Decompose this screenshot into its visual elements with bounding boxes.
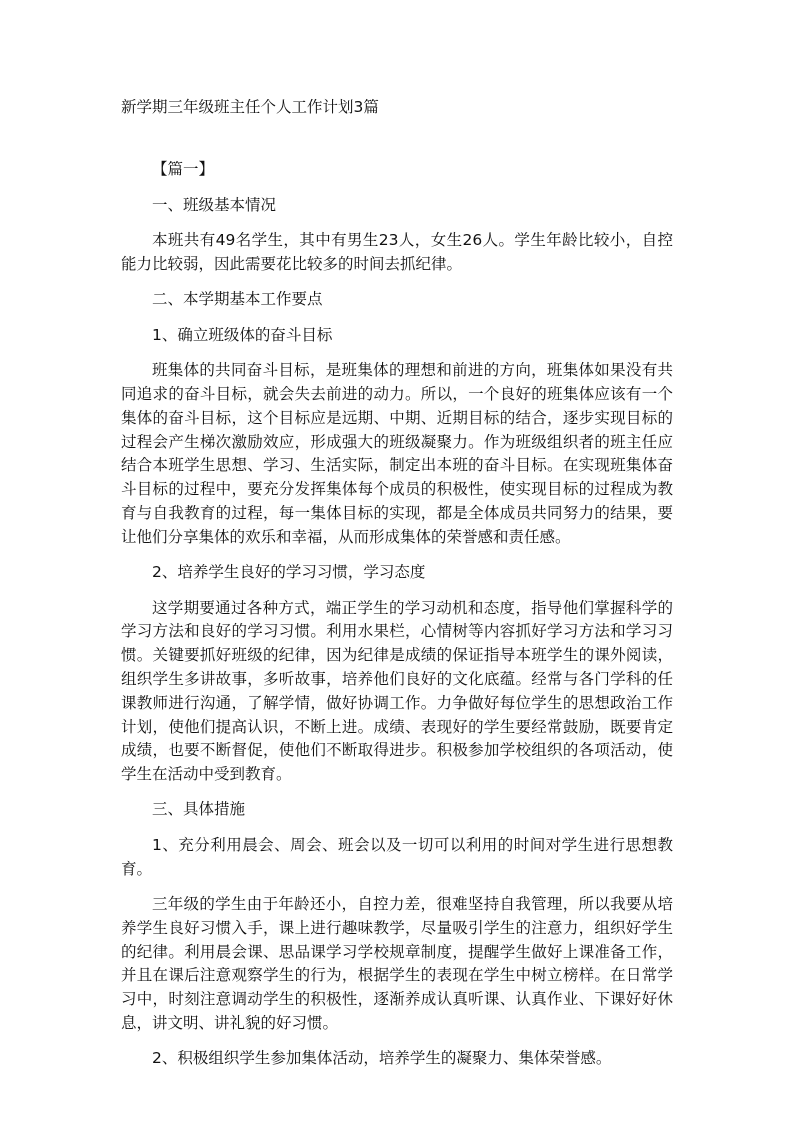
paragraph: 这学期要通过各种方式，端正学生的学习动机和态度，指导他们掌握科学的学习方法和良好的学习习惯。利用水果栏，心情树等内容抓好学习方法和学习习惯。关键要抓好班级的纪律，因为纪律是成绩的保证指导本班学生的课外阅读，组织学生多讲故事，多听故事，培养他们良好的文化底蕴。经常与各门学科的任课教师进行沟通，了解学情，做好协调工作。力争做好每位学生的思想政治工作计划，使他们提高认识，不断上进。成绩、表现好的学生要经常鼓励，既要肯定成绩，也要不断督促，使他们不断取得进步。积极参加学校组织的各项活动，使学生在活动中受到教育。 bbox=[121, 598, 673, 784]
subsection-heading: 1、确立班级体的奋斗目标 bbox=[152, 325, 333, 344]
section-heading: 一、班级基本情况 bbox=[152, 195, 277, 214]
paragraph: 三年级的学生由于年龄还小，自控力差，很难坚持自我管理，所以我要从培养学生良好习惯入手，课上进行趣味教学，尽量吸引学生的注意力，组织好学生的纪律。利用晨会课、思品课学习学校规章制度，提醒学生做好上课准备工作，并且在课后注意观察学生的行为，根据学生的表现在学生中树立榜样。在日常学习中，时刻注意调动学生的积极性，逐渐养成认真听课、认真作业、下课好好休息，讲文明、讲礼貌的好习惯。 bbox=[121, 895, 673, 1033]
paragraph: 班集体的共同奋斗目标，是班集体的理想和前进的方向，班集体如果没有共同追求的奋斗目标，就会失去前进的动力。所以，一个良好的班集体应该有一个集体的奋斗目标，这个目标应是远期、中期、近期目标的结合，逐步实现目标的过程会产生梯次激励效应，形成强大的班级凝聚力。作为班级组织者的班主任应结合本班学生思想、学习、生活实际，制定出本班的奋斗目标。在实现班集体奋斗目标的过程中，要充分发挥集体每个成员的积极性，使实现目标的过程成为教育与自我教育的过程，每一集体目标的实现，都是全体成员共同努力的结果，要让他们分享集体的欢乐和幸福，从而形成集体的荣誉感和责任感。 bbox=[121, 361, 673, 546]
subsection-heading: 2、培养学生良好的学习习惯，学习态度 bbox=[152, 563, 426, 582]
paragraph: 2、积极组织学生参加集体活动，培养学生的凝聚力、集体荣誉感。 bbox=[152, 1049, 612, 1068]
section-heading: 三、具体措施 bbox=[152, 800, 246, 819]
document-body bbox=[121, 158, 673, 1083]
section-heading: 二、本学期基本工作要点 bbox=[152, 290, 323, 309]
document-title: 新学期三年级班主任个人工作计划3篇 bbox=[121, 98, 379, 116]
paragraph: 本班共有49名学生，其中有男生23人，女生26人。学生年龄比较小，自控能力比较弱，因此需要花比较多的时间去抓纪律。 bbox=[121, 231, 673, 273]
part-heading: 【篇一】 bbox=[152, 160, 215, 178]
paragraph: 1、充分利用晨会、周会、班会以及一切可以利用的时间对学生进行思想教育。 bbox=[121, 835, 673, 878]
